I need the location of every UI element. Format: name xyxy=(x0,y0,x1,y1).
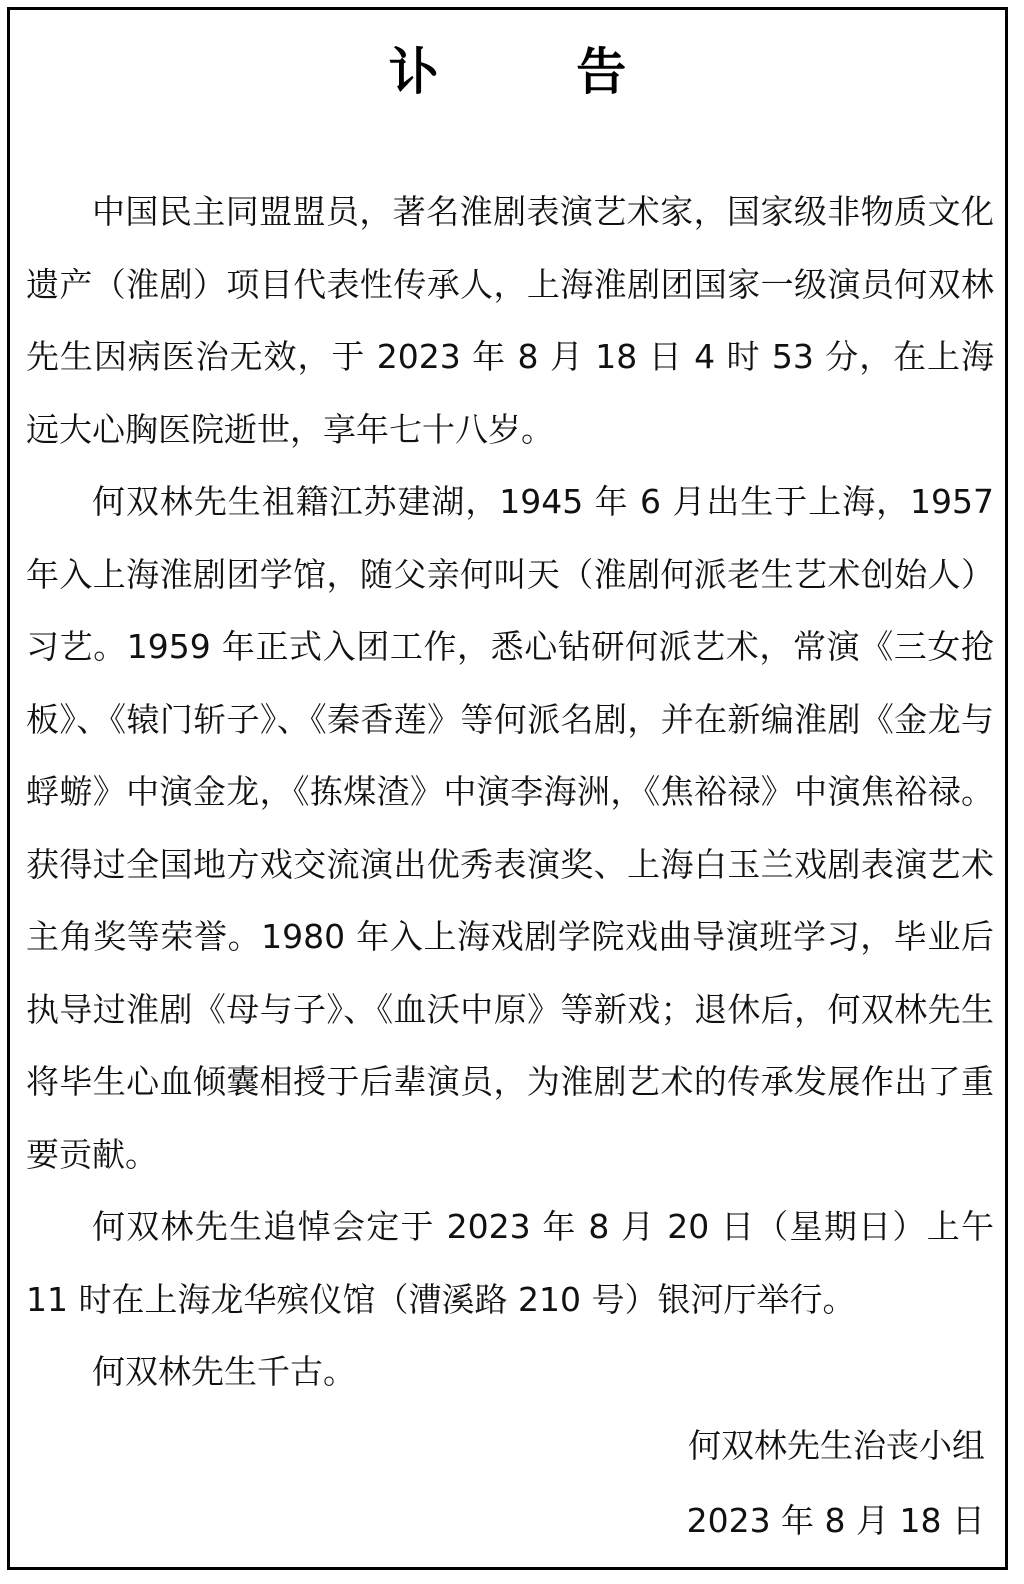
paragraph-announcement: 中国民主同盟盟员，著名淮剧表演艺术家，国家级非物质文化遗产（淮剧）项目代表性传承人，上海淮剧团国家一级演员何双林先生因病医治无效，于 2023 年 8 月 18 日 4 时 53 分，在上海远大心胸医院逝世，享年七十八岁。 xyxy=(26,192,994,449)
notice-body xyxy=(26,176,994,1409)
notice-frame xyxy=(7,7,1008,1570)
signature-date: 2023 年 8 月 18 日 xyxy=(686,1501,985,1540)
paragraph-biography: 何双林先生祖籍江苏建湖，1945 年 6 月出生于上海，1957 年入上海淮剧团学馆，随父亲何叫天（淮剧何派老生艺术创始人）习艺。1959 年正式入团工作，悉心钻研何派艺术，常演《三女抢板》、《辕门斩子》、《秦香莲》等何派名剧，并在新编淮剧《金龙与蜉蝣》中演金龙，《拣煤渣》中演李海洲，《焦裕禄》中演焦裕禄。获得过全国地方戏交流演出优秀表演奖、上海白玉兰戏剧表演艺术主角奖等荣誉。1980 年入上海戏剧学院戏曲导演班学习，毕业后执导过淮剧《母与子》、《血沃中原》等新戏；退休后，何双林先生将毕生心血倾囊相授于后辈演员，为淮剧艺术的传承发展作出了重要贡献。 xyxy=(26,482,994,1174)
signature-committee: 何双林先生治丧小组 xyxy=(688,1426,985,1465)
paragraph-farewell: 何双林先生千古。 xyxy=(92,1352,356,1391)
paragraph-memorial-service: 何双林先生追悼会定于 2023 年 8 月 20 日（星期日）上午 11 时在上海龙华殡仪馆（漕溪路 210 号）银河厅举行。 xyxy=(26,1207,994,1319)
notice-title: 讣 告 xyxy=(388,43,687,101)
